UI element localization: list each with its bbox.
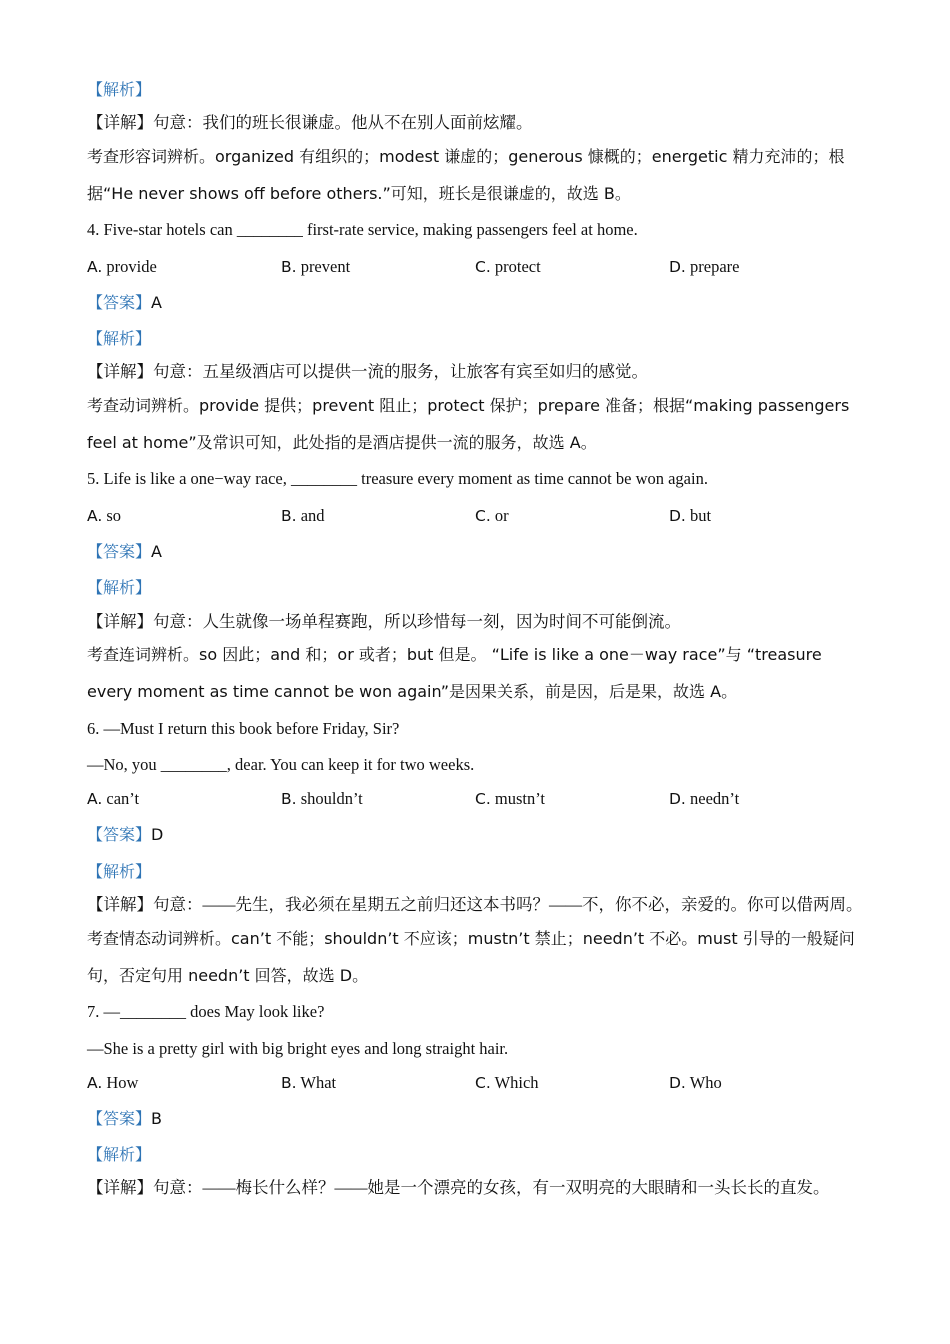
q4-stem: 4. Five-star hotels can ________ first-rate service, making passengers feel at home. <box>87 220 638 239</box>
option-text: How <box>106 1073 139 1092</box>
q5-option-c <box>475 505 509 527</box>
q4-option-d <box>669 256 739 278</box>
q4-analysis-line2: feel at home”及常识可知，此处指的是酒店提供一流的服务，故选 A。 <box>87 433 597 452</box>
q6-analysis-line1: 考查情态动词辨析。can’t 不能；shouldn’t 不应该；mustn’t 禁止；needn’t 不必。must 引导的一般疑问 <box>87 929 855 948</box>
answer-label: 【答案】 <box>87 542 152 561</box>
q3-analysis-line2: 据“He never shows off before others.”可知，班长是很谦虚的，故选 B。 <box>87 184 631 203</box>
answer-value: B <box>151 1109 162 1128</box>
option-letter: D. <box>669 1074 686 1092</box>
option-letter: B. <box>281 1074 297 1092</box>
q4-answer <box>87 292 162 314</box>
q4-option-a <box>87 256 157 278</box>
q3-jiexi-label: 【解析】 <box>87 80 152 99</box>
q7-detail: 【详解】句意：——梅长什么样？——她是一个漂亮的女孩，有一双明亮的大眼睛和一头长长的直发。 <box>87 1178 830 1197</box>
q7-option-c <box>475 1072 539 1094</box>
answer-label: 【答案】 <box>87 825 152 844</box>
option-text: protect <box>494 257 541 276</box>
q5-jiexi-label: 【解析】 <box>87 578 152 597</box>
option-letter: B. <box>281 507 297 525</box>
q4-detail: 【详解】句意：五星级酒店可以提供一流的服务，让旅客有宾至如归的感觉。 <box>87 362 648 381</box>
option-text: prepare <box>690 257 740 276</box>
option-letter: C. <box>475 790 491 808</box>
q5-stem: 5. Life is like a one−way race, ________ treasure every moment as time cannot be won again. <box>87 469 708 488</box>
option-letter: B. <box>281 258 297 276</box>
q5-option-d <box>669 505 711 527</box>
q6-option-d <box>669 788 739 810</box>
option-text: can’t <box>106 789 140 808</box>
option-letter: C. <box>475 1074 491 1092</box>
q7-option-b <box>281 1072 336 1094</box>
answer-label: 【答案】 <box>87 1109 152 1128</box>
option-text: and <box>300 506 325 525</box>
option-text: provide <box>106 257 157 276</box>
answer-label: 【答案】 <box>87 293 152 312</box>
option-letter: A. <box>87 790 103 808</box>
q6-jiexi-label: 【解析】 <box>87 862 152 881</box>
q4-analysis-line1: 考查动词辨析。provide 提供；prevent 阻止；protect 保护；prepare 准备；根据“making passengers <box>87 396 850 415</box>
option-letter: A. <box>87 507 103 525</box>
q7-option-d <box>669 1072 722 1094</box>
option-letter: C. <box>475 507 491 525</box>
q6-detail: 【详解】句意：——先生，我必须在星期五之前归还这本书吗？——不，你不必，亲爱的。你可以借两周。 <box>87 895 863 914</box>
option-text: but <box>690 506 712 525</box>
option-letter: D. <box>669 790 686 808</box>
q7-answer <box>87 1108 162 1130</box>
option-letter: C. <box>475 258 491 276</box>
q6-stem-line2: —No, you ________, dear. You can keep it for two weeks. <box>87 755 475 774</box>
option-text: mustn’t <box>494 789 545 808</box>
answer-value: D <box>151 825 164 844</box>
q6-option-b <box>281 788 363 810</box>
option-text: prevent <box>300 257 351 276</box>
q7-stem-line1: 7. —________ does May look like? <box>87 1002 325 1021</box>
option-letter: A. <box>87 258 103 276</box>
q5-analysis-line2: every moment as time cannot be won again”是因果关系，前是因，后是果，故选 A。 <box>87 682 738 701</box>
q7-option-a <box>87 1072 138 1094</box>
q4-option-b <box>281 256 350 278</box>
answer-value: A <box>151 542 162 561</box>
q7-jiexi-label: 【解析】 <box>87 1145 152 1164</box>
q5-analysis-line1: 考查连词辨析。so 因此；and 和；or 或者；but 但是。 “Life is like a one－way race”与 “treasure <box>87 645 822 664</box>
q5-detail: 【详解】句意：人生就像一场单程赛跑，所以珍惜每一刻，因为时间不可能倒流。 <box>87 612 681 631</box>
q6-answer <box>87 824 163 846</box>
q6-option-c <box>475 788 545 810</box>
q6-analysis-line2: 句，否定句用 needn’t 回答，故选 D。 <box>87 966 369 985</box>
q5-option-a <box>87 505 121 527</box>
q3-analysis-line1: 考查形容词辨析。organized 有组织的；modest 谦虚的；generous 慷概的；energetic 精力充沛的；根 <box>87 147 845 166</box>
q5-answer <box>87 541 162 563</box>
option-text: so <box>106 506 122 525</box>
option-letter: A. <box>87 1074 103 1092</box>
option-text: What <box>300 1073 337 1092</box>
q3-detail: 【详解】句意：我们的班长很谦虚。他从不在别人面前炫耀。 <box>87 113 533 132</box>
option-text: Who <box>689 1073 722 1092</box>
option-letter: B. <box>281 790 297 808</box>
q7-stem-line2: —She is a pretty girl with big bright eyes and long straight hair. <box>87 1039 509 1058</box>
q4-option-c <box>475 256 541 278</box>
q6-option-a <box>87 788 139 810</box>
q5-option-b <box>281 505 325 527</box>
option-letter: D. <box>669 507 686 525</box>
option-text: shouldn’t <box>300 789 363 808</box>
option-letter: D. <box>669 258 686 276</box>
option-text: Which <box>494 1073 539 1092</box>
q4-jiexi-label: 【解析】 <box>87 329 152 348</box>
answer-value: A <box>151 293 162 312</box>
option-text: needn’t <box>690 789 740 808</box>
option-text: or <box>494 506 509 525</box>
q6-stem-line1: 6. —Must I return this book before Friday, Sir? <box>87 719 400 738</box>
